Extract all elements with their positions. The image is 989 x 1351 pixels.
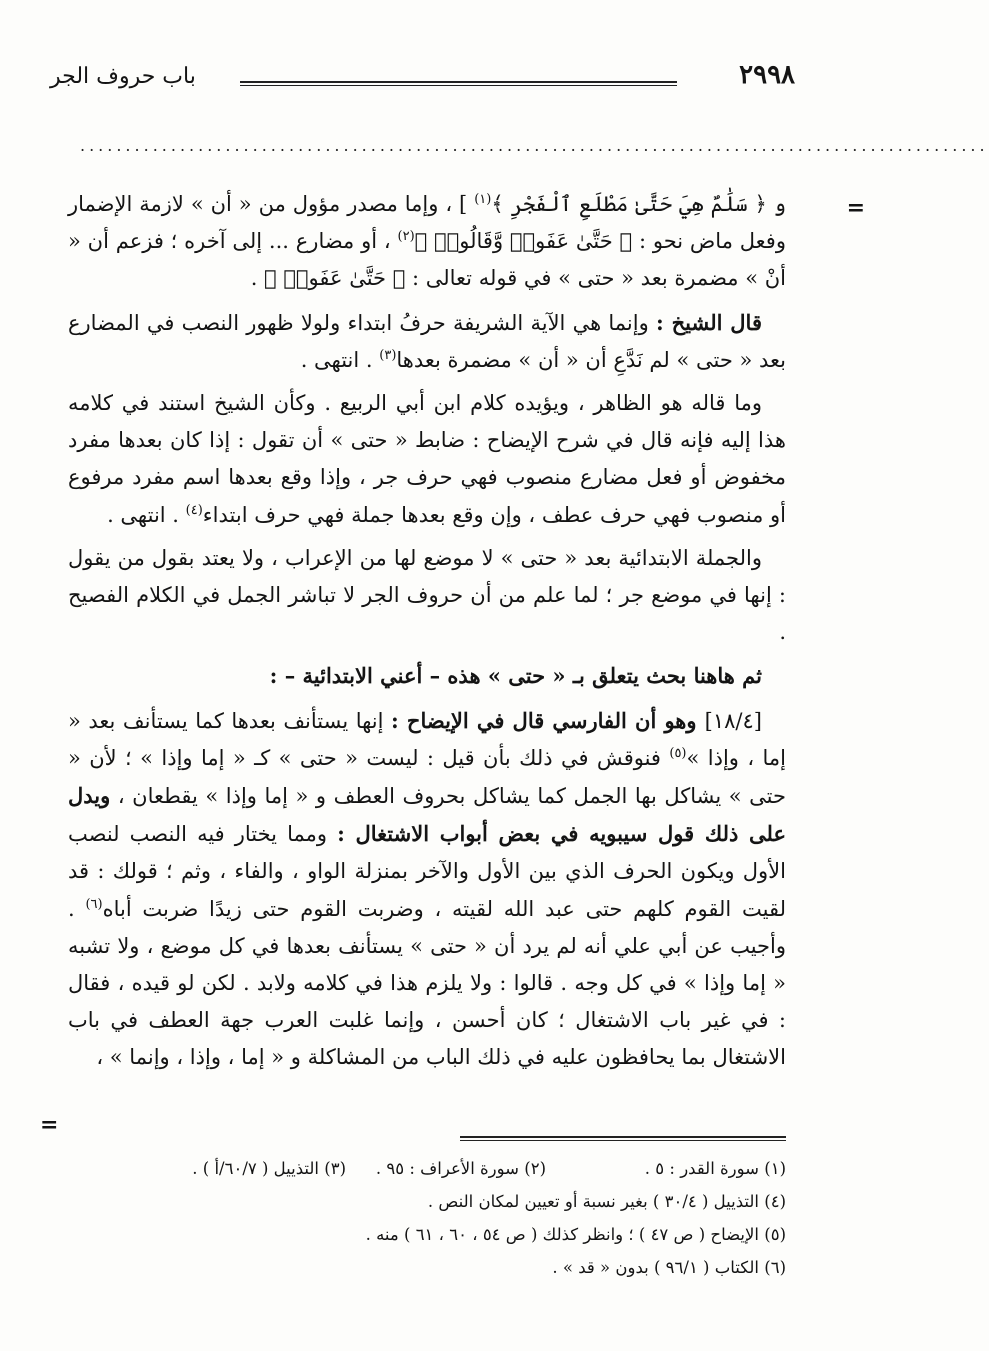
footnote-2: (٢) سورة الأعراف : ٩٥ . <box>375 1159 546 1178</box>
text-span: فنوقش في ذلك بأن قيل : ليست « حتى » كـ « إما وإذا » ؛ لأن « حتى » يشاكل بها الجمل كما يشاكل بحروف العطف و « إما وإذا » يقطعان ، <box>68 745 786 809</box>
text-span: والجملة الابتدائية بعد « حتى » لا موضع لها من الإعراب ، ولا يعتد بقول من يقول : إنها في موضع جر ؛ لما علم من أن حروف الجر لا تباشر الجمل في الكلام الفصيح . <box>68 545 786 645</box>
header-rule <box>240 81 677 86</box>
text-span: . انتهى . <box>300 347 380 372</box>
page-number: ٢٩٩٨ <box>739 60 795 90</box>
lead-phrase: ثم هاهنا بحث يتعلق بـ « حتى » هذه – أعني الابتدائية – : <box>269 663 762 689</box>
page-header <box>50 58 795 98</box>
footnote-ref-4: (٤) <box>185 502 203 518</box>
dotted-separator: .................................................................................................... <box>80 136 989 155</box>
lead-phrase: وهو أن الفارسي قال في الإيضاح : <box>391 707 705 733</box>
text-span: ] ، وإما مصدر مؤول من « أن » لازمة الإضمار وفعل ماض نحو : ﴿ حَتَّىٰ عَفَوا۟ وَّقَالُوا۟ ﴾ <box>68 192 786 254</box>
footnote-3: (٣) التذييل ( ٦٠/٧/أ ) . <box>192 1159 346 1178</box>
footnote-ref-5: (٥) <box>669 745 687 761</box>
footnote-ref-3: (٣) <box>379 347 397 363</box>
footnote-1: (١) سورة القدر : ٥ . <box>644 1159 786 1178</box>
lead-phrase: قال الشيخ : <box>655 309 762 335</box>
footnote-ref-1: (١) <box>474 192 492 207</box>
footnote-ref-6: (٦) <box>85 896 103 912</box>
text-span: ومما يختار فيه النصب لنصب الأول ويكون الحرف الذي بين الأول والآخر بمنزلة الواو ، والفاء ، وثم ؛ قولك : قد لقيت القوم كلهم حتى عبد الله لقيته ، وضربت القوم حتى زيدًا ضربت أباه <box>68 822 786 921</box>
continuation-mark-end: = <box>40 1112 59 1138</box>
paragraph-2 <box>68 304 786 379</box>
page-reference: [١٨/٤] <box>704 708 762 733</box>
text-span: . وأجيب عن أبي علي أنه لم يرد أن « حتى » يستأنف بعدها في كل موضع ، ولا تشبه « إما وإذا » في كل وجه . قالوا : ولا يلزم هذا في كلامه ولابد . لكن لو قيده ، فقال : في غير باب الاشتغال ؛ كان أحسن ، وإنما غلبت العرب جهة العطف في باب الاشتغال بما يحافظون عليه في ذلك الباب من المشاكلة و « إما ، وإذا ، وإنما » ، <box>68 896 786 1070</box>
text-span: . انتهى . <box>107 502 186 527</box>
paragraph-5 <box>68 657 786 695</box>
paragraph-3 <box>68 385 786 534</box>
main-text <box>68 186 787 1070</box>
text-span: وإنما هي الآية الشريفة حرفُ ابتداء ولولا ظهور النصب في المضارع بعد « حتى » لم نَدَّعِ أن « أن » مضمرة بعدها <box>68 310 786 372</box>
quran-verse: و ﴿ سَلَٰمٌ هِيَ حَتَّىٰ مَطْلَعِ ٱلْفَجْرِ ﴾ <box>491 192 786 216</box>
text-span: وما قاله هو الظاهر ، ويؤيده كلام ابن أبي الربيع . وكأن الشيخ استند في كلامه هذا إليه فإنه قال في شرح الإيضاح : ضابط « حتى » أن تقول : إذا كان بعدها مفرد مخفوض أو فعل مضارع منصوب فهي حرف جر ، وإذا وقع بعدها اسم مفرد مرفوع أو منصوب فهي حرف عطف ، وإن وقع بعدها جملة فهي حرف ابتداء <box>68 391 786 527</box>
footnote-5: (٥) الإيضاح ( ص ٤٧ ) ؛ وانظر كذلك ( ص ٥٤ ، ٦٠ ، ٦١ ) منه . <box>365 1225 786 1244</box>
text-span: إنها يستأنف بعدها كما يستأنف بعد « إما ، وإذا » <box>68 708 786 770</box>
running-title: باب حروف الجر <box>50 64 196 89</box>
footnote-ref-2: (٢) <box>397 229 415 245</box>
footnote-rule <box>460 1136 786 1141</box>
footnote-row <box>70 1152 786 1185</box>
continuation-mark-start: = <box>846 195 865 221</box>
footnote-4: (٤) التذييل ( ٣٠/٤ ) بغير نسبة أو تعيين لمكان النص . <box>427 1192 786 1211</box>
lead-phrase: ويدل على ذلك قول سيبويه في بعض أبواب الاشتغال : <box>68 783 787 847</box>
paragraph-6 <box>68 702 786 1077</box>
paragraph-1 <box>68 186 786 298</box>
footnote-6: (٦) الكتاب ( ٩٦/١ ) بدون « قد » . <box>552 1258 786 1277</box>
footnotes <box>70 1152 786 1284</box>
paragraph-4 <box>68 540 786 652</box>
text-span: ، أو مضارع ... إلى آخره ؛ فزعم أن « أنْ » مضمرة بعد « حتى » في قوله تعالى : ﴿ حَتَّىٰ عَفَوا۟ ﴾ . <box>68 229 786 291</box>
